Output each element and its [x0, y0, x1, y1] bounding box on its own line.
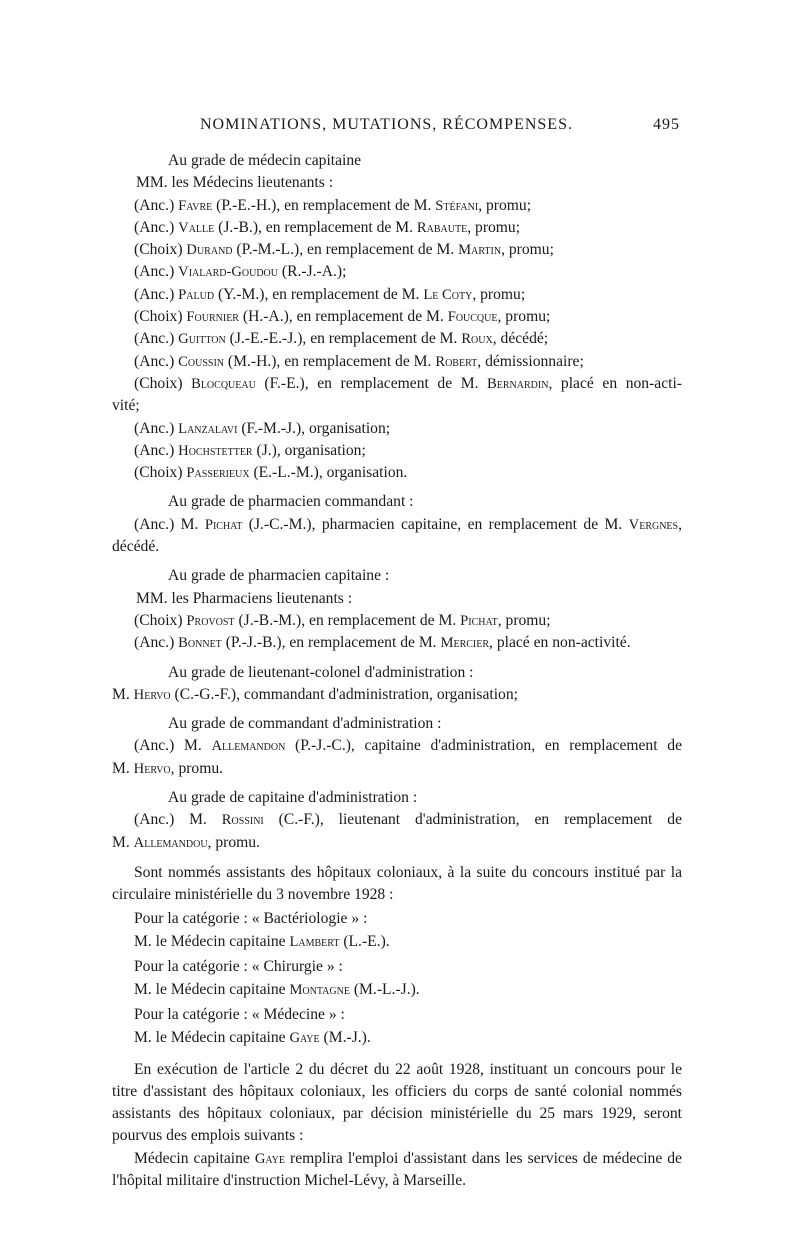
assignment-line: M. le Médecin capitaine Montagne (M.-L.-J.).: [134, 981, 420, 998]
section-heading: Au grade de capitaine d'administration :: [168, 789, 418, 807]
entry-line: (Anc.) Valle (J.-B.), en remplacement de M. Rabaute, promu;: [134, 218, 521, 236]
entry-line: (Anc.) M. Allemandon (P.-J.-C.), capitaine d'administration, en remplacement de: [134, 737, 682, 755]
entry-line: (Anc.) M. Pichat (J.-C.-M.), pharmacien capitaine, en remplacement de M. Vergnes,: [134, 515, 683, 533]
entry-line: (Anc.) Palud (Y.-M.), en remplacement de M. Le Coty, promu;: [134, 285, 526, 303]
entry-line: (Anc.) Vialard-Goudou (R.-J.-A.);: [134, 263, 347, 281]
entry-line: (Anc.) Coussin (M.-H.), en remplacement de M. Robert, démissionnaire;: [134, 352, 584, 370]
category-line: Pour la catégorie : « Bactériologie » :: [134, 909, 368, 927]
category-line: Pour la catégorie : « Chirurgie » :: [134, 957, 343, 975]
page-header: [200, 114, 680, 136]
entry-line-continued: décédé.: [112, 538, 160, 556]
section-heading: Au grade de commandant d'administration :: [168, 715, 442, 733]
page-number: 495: [653, 116, 680, 133]
entry-line: (Anc.) Lanzalavi (F.-M.-J.), organisation;: [134, 419, 391, 437]
entry-line: (Choix) Passerieux (E.-L.-M.), organisation.: [134, 464, 408, 482]
entry-line-continued: vité;: [112, 397, 140, 415]
medecin-capitaine-list: [112, 195, 682, 373]
entry-line: (Choix) Fournier (H.-A.), en remplacement de M. Foucque, promu;: [134, 308, 551, 326]
entry-line: (Choix) Durand (P.-M.-L.), en remplacement de M. Martin, promu;: [134, 241, 554, 259]
entry-line-continued: M. Allemandou, promu.: [112, 833, 260, 851]
section-heading: Au grade de pharmacien capitaine :: [168, 567, 390, 585]
assignment-line: M. le Médecin capitaine Gaye (M.-J.).: [134, 1029, 371, 1046]
section-intro: MM. les Médecins lieutenants :: [136, 174, 334, 192]
entry-line-continued: M. Hervo, promu.: [112, 759, 224, 777]
body-text: [112, 150, 682, 1192]
entry-line: (Anc.) Hochstetter (J.), organisation;: [134, 441, 366, 459]
medecin-capitaine-list-2: [112, 418, 682, 485]
entry-line: (Choix) Provost (J.-B.-M.), en remplacement de M. Pichat, promu;: [134, 611, 551, 629]
section-heading: Au grade de lieutenant-colonel d'administration :: [168, 663, 474, 681]
section-heading: Au grade de médecin capitaine: [168, 152, 362, 169]
entry-line: (Choix) Blocqueau (F.-E.), en remplacement de M. Bernardin, placé en non-acti-: [134, 374, 682, 392]
entry-line: (Anc.) Bonnet (P.-J.-B.), en remplacement de M. Mercier, placé en non-activité.: [134, 634, 631, 652]
running-title: NOMINATIONS, MUTATIONS, RÉCOMPENSES.: [200, 116, 573, 133]
assignment-line: M. le Médecin capitaine Lambert (L.-E.).: [134, 933, 390, 950]
entry-line: (Anc.) Guitton (J.-E.-E.-J.), en remplacement de M. Roux, décédé;: [134, 330, 549, 348]
section-heading: Au grade de pharmacien commandant :: [168, 493, 414, 511]
entry-line: M. Hervo (C.-G.-F.), commandant d'administration, organisation;: [112, 685, 518, 703]
assistants-intro: Sont nommés assistants des hôpitaux coloniaux, à la suite du concours institué par la circulaire ministérielle du 3 novembre 1928 :: [112, 863, 682, 904]
assignment-paragraph: Médecin capitaine Gaye remplira l'emploi d'assistant dans les services de médecine de l'hôpital militaire d'instruction Michel-Lévy, à Marseille.: [112, 1149, 682, 1189]
category-line: Pour la catégorie : « Médecine » :: [134, 1005, 345, 1023]
entry-line: (Anc.) Favre (P.-E.-H.), en remplacement de M. Stéfani, promu;: [134, 196, 532, 214]
section-intro: MM. les Pharmaciens lieutenants :: [136, 589, 353, 607]
entry-line: (Anc.) M. Rossini (C.-F.), lieutenant d'administration, en remplacement de: [134, 811, 682, 829]
execution-paragraph: En exécution de l'article 2 du décret du 22 août 1928, instituant un concours pour le titre d'assistant des hôpitaux coloniaux, les officiers du corps de santé colonial nommés assistants des hôpitaux coloniaux, par décision ministérielle du 25 mars 1929, seront pourvus des emplois suivants :: [112, 1060, 682, 1145]
